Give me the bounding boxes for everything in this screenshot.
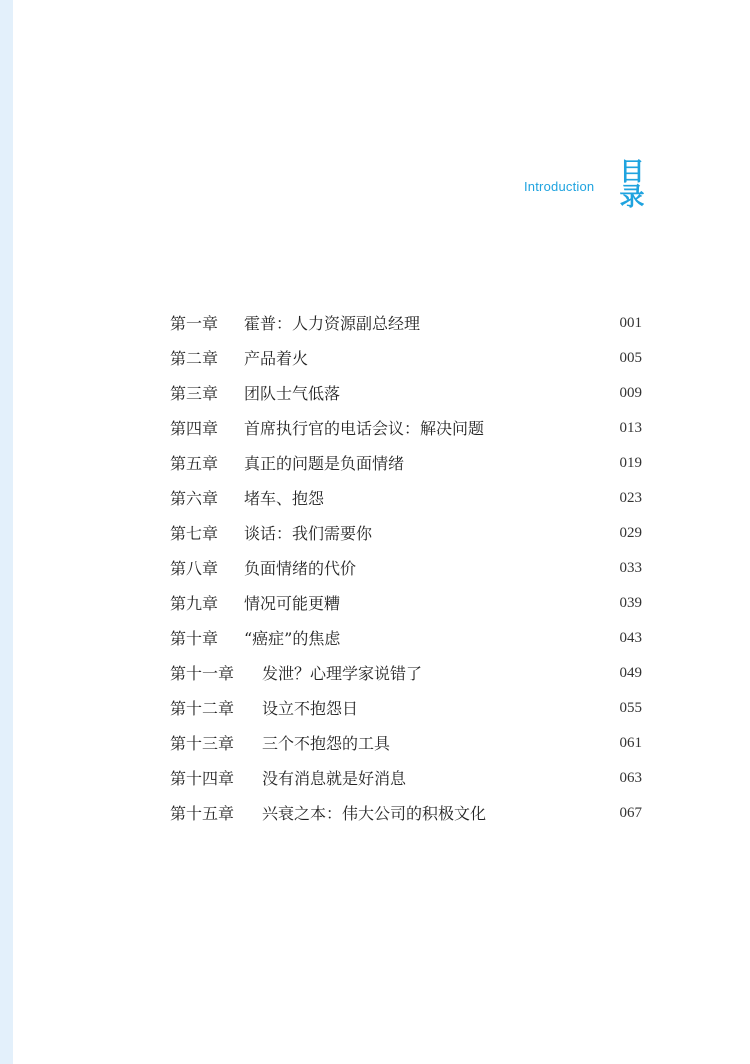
- page-number: 029: [619, 525, 642, 541]
- page-number: 049: [619, 665, 642, 681]
- chapter-number: 第十四章: [170, 769, 235, 788]
- toc-entry[interactable]: [170, 726, 642, 761]
- introduction-label: Introduction: [524, 179, 595, 194]
- chapter-title: 负面情绪的代价: [244, 559, 357, 578]
- toc-entry[interactable]: [170, 446, 642, 481]
- chapter-number: 第十一章: [170, 664, 235, 683]
- toc-entry[interactable]: [170, 761, 642, 796]
- toc-entry[interactable]: [170, 376, 642, 411]
- page-number: 033: [619, 560, 642, 576]
- toc-entry[interactable]: [170, 621, 642, 656]
- toc-entry[interactable]: [170, 516, 642, 551]
- chapter-number: 第十二章: [170, 699, 235, 718]
- page-number: 023: [619, 490, 642, 506]
- chapter-title: 兴衰之本：伟大公司的积极文化: [262, 804, 487, 823]
- chapter-title: 设立不抱怨日: [262, 699, 359, 718]
- chapter-number: 第五章: [170, 454, 219, 473]
- chapter-number: 第八章: [170, 559, 219, 578]
- chapter-title: 堵车、抱怨: [244, 489, 325, 508]
- chapter-title: 真正的问题是负面情绪: [244, 454, 405, 473]
- toc-entry[interactable]: [170, 656, 642, 691]
- toc-entry[interactable]: [170, 691, 642, 726]
- page-number: 009: [619, 385, 642, 401]
- chapter-title: 霍普：人力资源副总经理: [244, 314, 421, 333]
- chapter-number: 第十三章: [170, 734, 235, 753]
- table-of-contents: [170, 306, 642, 831]
- toc-entry[interactable]: [170, 551, 642, 586]
- chapter-number: 第二章: [170, 349, 219, 368]
- chapter-number: 第四章: [170, 419, 219, 438]
- page-number: 067: [619, 805, 642, 821]
- page-number: 005: [619, 350, 642, 366]
- page-number: 063: [619, 770, 642, 786]
- chapter-number: 第十章: [170, 629, 219, 648]
- chapter-title: 发泄？心理学家说错了: [262, 664, 423, 683]
- chapter-title: 三个不抱怨的工具: [262, 734, 391, 753]
- page-title: 目录: [616, 158, 645, 208]
- chapter-title: 首席执行官的电话会议：解决问题: [244, 419, 485, 438]
- page-number: 019: [619, 455, 642, 471]
- page-number: 001: [619, 315, 642, 331]
- chapter-number: 第九章: [170, 594, 219, 613]
- chapter-number: 第六章: [170, 489, 219, 508]
- chapter-number: 第七章: [170, 524, 219, 543]
- chapter-title: 谈话：我们需要你: [244, 524, 373, 543]
- toc-entry[interactable]: [170, 796, 642, 831]
- toc-header: [0, 158, 750, 218]
- page-number: 061: [619, 735, 642, 751]
- page-number: 043: [619, 630, 642, 646]
- page-number: 013: [619, 420, 642, 436]
- toc-entry[interactable]: [170, 306, 642, 341]
- chapter-number: 第十五章: [170, 804, 235, 823]
- chapter-title: 没有消息就是好消息: [262, 769, 407, 788]
- chapter-title: “癌症”的焦虑: [244, 629, 341, 648]
- toc-entry[interactable]: [170, 481, 642, 516]
- toc-entry[interactable]: [170, 586, 642, 621]
- chapter-title: 产品着火: [244, 349, 309, 368]
- toc-entry[interactable]: [170, 411, 642, 446]
- page-number: 055: [619, 700, 642, 716]
- toc-entry[interactable]: [170, 341, 642, 376]
- chapter-number: 第一章: [170, 314, 219, 333]
- chapter-title: 情况可能更糟: [244, 594, 341, 613]
- chapter-title: 团队士气低落: [244, 384, 341, 403]
- page-number: 039: [619, 595, 642, 611]
- chapter-number: 第三章: [170, 384, 219, 403]
